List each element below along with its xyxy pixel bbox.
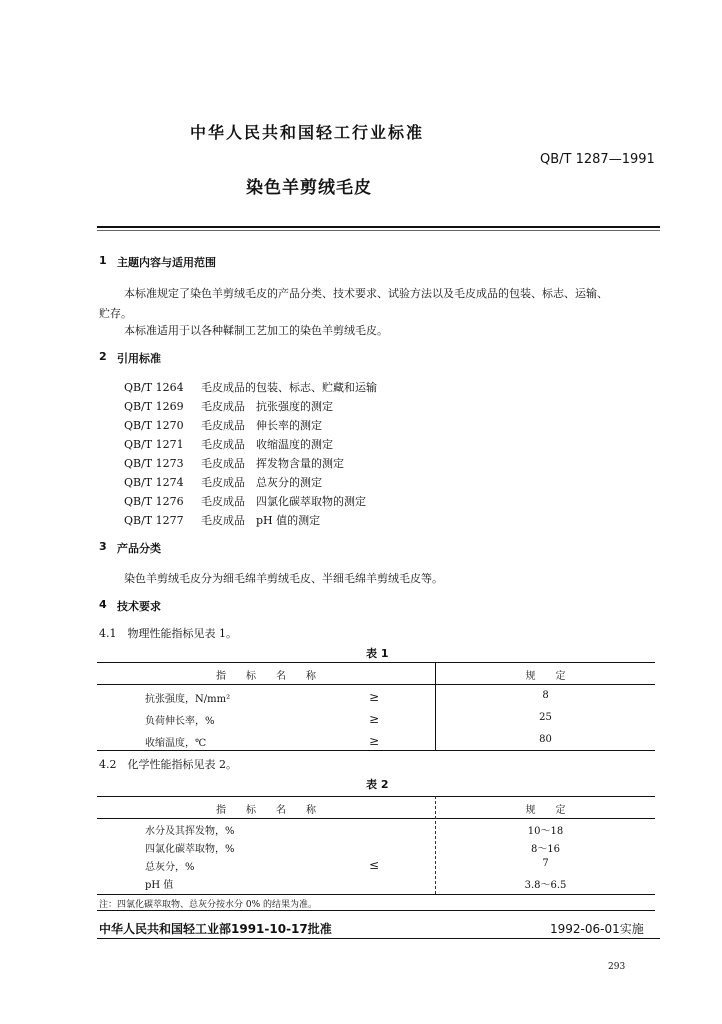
reference-title: 毛皮成品的包装、标志、贮藏和运输 [201, 381, 377, 394]
reference-title: 毛皮成品 收缩温度的测定 [201, 438, 333, 451]
table-2-note: 注：四氯化碳萃取物、总灰分按水分 0% 的结果为准。 [99, 900, 318, 910]
table-2-header-spec: 规 定 [525, 805, 566, 816]
reference-code: QB/T 1277 [124, 514, 184, 527]
table-rule [97, 684, 655, 685]
reference-title: 毛皮成品 抗张强度的测定 [201, 400, 333, 413]
table-row-name: 四氯化碳萃取物，% [145, 844, 235, 855]
table-rule [97, 796, 655, 797]
table-row-operator: ≥ [369, 690, 380, 704]
table-rule [97, 910, 655, 911]
reference-title: 毛皮成品 伸长率的测定 [201, 419, 322, 432]
table-row-value: 8 [542, 690, 549, 701]
section-3-title: 产品分类 [117, 542, 161, 555]
reference-code: QB/T 1273 [124, 457, 184, 470]
table-row-name: 水分及其挥发物，% [145, 826, 235, 837]
header-rule [97, 226, 660, 228]
section-4-1: 4.1 物理性能指标见表 1。 [99, 627, 237, 640]
reference-title: 毛皮成品 pH 值的测定 [201, 514, 321, 527]
table-1 [97, 662, 655, 751]
reference-item [124, 473, 377, 492]
table-row-name: pH 值 [145, 880, 174, 891]
table-row-value: 80 [539, 734, 552, 745]
reference-item [124, 416, 377, 435]
table-1-header-name: 指 标 名 称 [216, 671, 316, 682]
reference-code: QB/T 1264 [124, 381, 184, 394]
section-1-para-2: 本标准适用于以各种鞣制工艺加工的染色羊剪绒毛皮。 [124, 324, 388, 337]
section-4-2: 4.2 化学性能指标见表 2。 [99, 758, 237, 771]
reference-item [124, 454, 377, 473]
approval-line: 中华人民共和国轻工业部1991-10-17批准 [99, 922, 332, 936]
section-1-para-1a: 本标准规定了染色羊剪绒毛皮的产品分类、技术要求、试验方法以及毛皮成品的包装、标志、运输、 [124, 287, 608, 300]
table-row-operator: ≤ [369, 858, 380, 872]
section-1-title: 主题内容与适用范围 [117, 256, 216, 269]
header-rule-thin [97, 230, 660, 231]
table-row-name: 负荷伸长率，% [145, 716, 215, 727]
section-4-number: 4 [99, 598, 107, 611]
table-1-header-spec: 规 定 [525, 671, 566, 682]
effective-date: 1992-06-01实施 [550, 922, 644, 936]
section-1-para-1b: 贮存。 [99, 307, 132, 320]
reference-code: QB/T 1270 [124, 419, 184, 432]
section-3-para: 染色羊剪绒毛皮分为细毛绵羊剪绒毛皮、半细毛绵羊剪绒毛皮等。 [124, 572, 443, 585]
section-2-number: 2 [99, 350, 107, 363]
table-row-value: 25 [539, 712, 552, 723]
table-rule [97, 818, 655, 819]
table-2-caption: 表 2 [366, 778, 389, 791]
table-rule [97, 894, 655, 895]
table-2-header-name: 指 标 名 称 [216, 805, 316, 816]
reference-code: QB/T 1269 [124, 400, 184, 413]
reference-title: 毛皮成品 四氯化碳萃取物的测定 [201, 495, 366, 508]
table-2 [97, 796, 655, 911]
reference-title: 毛皮成品 挥发物含量的测定 [201, 457, 344, 470]
reference-item [124, 492, 377, 511]
table-row-name: 收缩温度，℃ [145, 738, 207, 749]
document-title: 染色羊剪绒毛皮 [246, 178, 372, 198]
section-2-title: 引用标准 [117, 352, 161, 365]
section-3-number: 3 [99, 540, 107, 553]
table-row-value: 7 [542, 858, 549, 869]
reference-item [124, 511, 377, 530]
table-row-name: 抗张强度，N/mm² [145, 694, 231, 705]
issuing-authority: 中华人民共和国轻工行业标准 [190, 123, 425, 142]
table-row-value: 8～16 [530, 844, 561, 855]
table-rule [97, 750, 655, 751]
table-row-value: 10～18 [527, 826, 564, 837]
table-row-operator: ≥ [369, 734, 380, 748]
reference-list [124, 378, 377, 530]
reference-code: QB/T 1274 [124, 476, 184, 489]
reference-item [124, 435, 377, 454]
reference-title: 毛皮成品 总灰分的测定 [201, 476, 322, 489]
standard-code: QB/T 1287—1991 [540, 152, 655, 167]
footer-rule [97, 938, 660, 939]
table-row-value: 3.8～6.5 [524, 880, 567, 891]
table-row-operator: ≥ [369, 712, 380, 726]
section-4-title: 技术要求 [117, 600, 161, 613]
reference-item [124, 378, 377, 397]
table-row-name: 总灰分，% [145, 862, 195, 873]
reference-code: QB/T 1271 [124, 438, 184, 451]
section-1-number: 1 [99, 254, 107, 267]
page-number: 293 [608, 962, 626, 972]
table-rule [97, 662, 655, 663]
table-1-caption: 表 1 [366, 647, 389, 660]
reference-code: QB/T 1276 [124, 495, 184, 508]
reference-item [124, 397, 377, 416]
